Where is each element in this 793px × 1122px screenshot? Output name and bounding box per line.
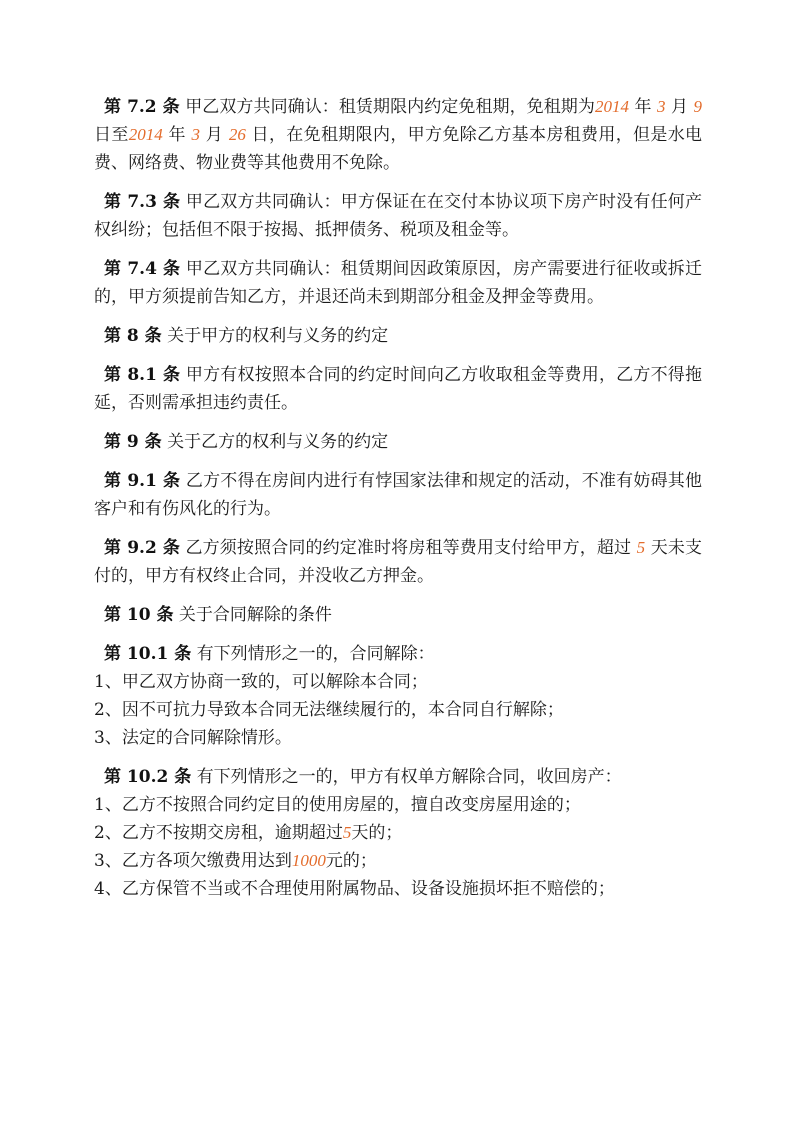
clause-text: 甲乙双方共同确认：甲方保证在在交付本协议项下房产时没有任何产权纠纷；包括但不限于按揭、抵押债务、税项及租金等。 [94, 192, 703, 240]
clause-text: 乙方不得在房间内进行有悖国家法律和规定的活动，不准有妨碍其他客户和有伤风化的行为。 [94, 471, 703, 519]
clause-text: 甲乙双方共同确认：租赁期间因政策原因，房产需要进行征收或拆迁的，甲方须提前告知乙方，并退还尚未到期部分租金及押金等费用。 [94, 259, 703, 307]
clause-text: 有下列情形之一的，甲方有权单方解除合同，收回房产： [196, 767, 622, 787]
clause-number: 第 8 条 [104, 326, 162, 346]
list-item: 2、因不可抗力导致本合同无法继续履行的，本合同自行解除； [94, 700, 564, 720]
clause-text: 有下列情形之一的，合同解除： [196, 644, 435, 664]
list-item: 3、乙方各项欠缴费用达到1000元的； [94, 851, 377, 871]
list-item: 1、乙方不按照合同约定目的使用房屋的，擅自改变房屋用途的； [94, 795, 581, 815]
clause-10-2 [94, 763, 702, 903]
list-item: 2、乙方不按期交房租，逾期超过5天的； [94, 823, 403, 843]
clause-number: 第 10.1 条 [104, 644, 192, 664]
section-title: 关于甲方的权利与义务的约定 [167, 326, 389, 346]
clause-8-1 [94, 361, 702, 417]
list-item: 1、甲乙双方协商一致的，可以解除本合同； [94, 672, 428, 692]
clause-9-2: 第 9.2 条 乙方须按照合同的约定准时将房租等费用支付给甲方，超过 5 天未支付的，甲方有权终止合同，并没收乙方押金。 [94, 538, 702, 586]
clause-7-4 [94, 255, 702, 311]
clause-text: 甲方有权按照本合同的约定时间向乙方收取租金等费用，乙方不得拖延，否则需承担违约责任。 [94, 365, 703, 413]
clause-number: 第 10.2 条 [104, 767, 192, 787]
section-8-heading [94, 322, 702, 350]
clause-number: 第 7.2 条 [104, 97, 180, 117]
clause-number: 第 9.1 条 [104, 471, 181, 491]
clause-number: 第 7.3 条 [104, 192, 181, 212]
list-item: 3、法定的合同解除情形。 [94, 728, 292, 748]
section-title: 关于合同解除的条件 [178, 605, 332, 625]
clause-10-1 [94, 640, 702, 752]
clause-number: 第 8.1 条 [104, 365, 181, 385]
list-item: 4、乙方保管不当或不合理使用附属物品、设备设施损坏拒不赔偿的； [94, 879, 615, 899]
clause-7-3 [94, 188, 702, 244]
contract-page [94, 93, 702, 903]
clause-number: 第 9.2 条 [104, 538, 180, 558]
clause-7-2: 第 7.2 条 甲乙双方共同确认：租赁期限内约定免租期，免租期为2014 年 3 月 9日至2014 年 3 月 26 日，在免租期限内，甲方免除乙方基本房租费用，但是水电费、网络费、物业费等其他费用不免除。 [94, 97, 703, 173]
clause-number: 第 10 条 [104, 605, 174, 625]
clause-9-1 [94, 467, 702, 523]
clause-number: 第 9 条 [104, 432, 162, 452]
clause-number: 第 7.4 条 [104, 259, 181, 279]
section-title: 关于乙方的权利与义务的约定 [167, 432, 389, 452]
section-9-heading [94, 428, 702, 456]
section-10-heading [94, 601, 702, 629]
